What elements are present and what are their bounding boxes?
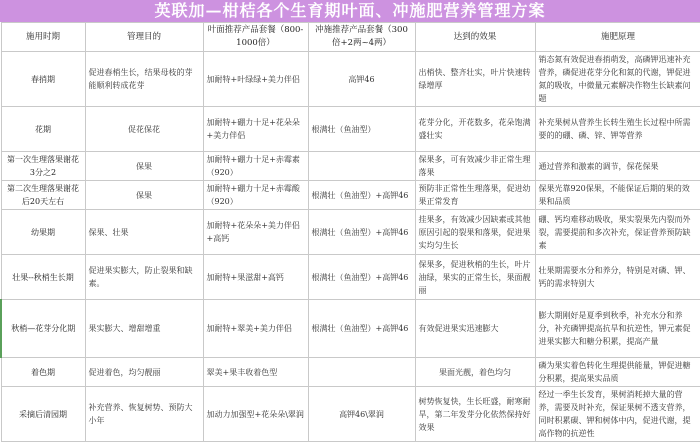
- flush-cell: [308, 152, 415, 181]
- flush-cell: 根满壮（鱼油型）+高钾46: [308, 300, 415, 358]
- header-goal: 管理目的: [85, 23, 203, 52]
- effect-cell: 有效促进果实迅速膨大: [415, 300, 535, 358]
- foliar-cell: 加耐特+硼力十足+赤霉素（920）: [203, 152, 308, 181]
- table-row: [1, 52, 700, 107]
- foliar-cell: 加耐特+翠美+美力伴侣: [203, 300, 308, 358]
- table-row: [1, 107, 700, 152]
- principle-cell: 保果光靠920保果，不能保证后期的果的效果和品质: [535, 181, 700, 210]
- table-row: [1, 181, 700, 210]
- flush-cell: [308, 358, 415, 387]
- foliar-cell: 加动力加强型+花朵朵\翠润: [203, 387, 308, 442]
- effect-cell: 挂果多，有效减少因缺素或其他原因引起的裂果和落果，促进果实均匀生长: [415, 210, 535, 255]
- period-cell: 壮果--秋梢生长期: [1, 255, 85, 300]
- header-principle: 施肥原理: [535, 23, 700, 52]
- flush-cell: 高钾46\翠润: [308, 387, 415, 442]
- table-row: [1, 255, 700, 300]
- goal-cell: 保果: [85, 152, 203, 181]
- period-cell: 采摘后清园期: [1, 387, 85, 442]
- principle-cell: 销态氮有效促进春捎萌发，高磷钾迅速补充营养，磷促进花芽分化和氮的代谢，钾促进氮的吸收，中微量元素解决作物生长缺素问题: [535, 52, 700, 107]
- effect-cell: 树势恢复快，生长旺盛，耐寒耐旱，第二年发芽分化依然保持好效果: [415, 387, 535, 442]
- principle-cell: 经过一季生长发育，果树消耗掉大量的营养，需要及时补充，保证果树不透支营养，同时积累碳、钾和树体中内，促进代谢，提高作物的抗逆性: [535, 387, 700, 442]
- foliar-cell: 加耐特+硼力十足+赤霉酸（920）: [203, 181, 308, 210]
- nutrition-plan-table: [0, 22, 700, 442]
- effect-cell: 保果多，可有效减少非正常生理落果: [415, 152, 535, 181]
- table-row: [1, 152, 700, 181]
- table-row: [1, 387, 700, 442]
- table-row: [1, 210, 700, 255]
- header-row: [1, 23, 700, 52]
- effect-cell: 预防非正常性生理落果，促进幼果正常发育: [415, 181, 535, 210]
- header-flush: 冲施推荐产品套餐（300倍+2两~4两）: [308, 23, 415, 52]
- period-cell: 花期: [1, 107, 85, 152]
- principle-cell: 通过营养和激素的调节，保花保果: [535, 152, 700, 181]
- effect-cell: 保果多，促进秋梢的生长，叶片油绿，果实的正常生长，果面靓丽: [415, 255, 535, 300]
- principle-cell: 磷为果实着色转化生理提供能量，钾促进糖分积累，提高果实品质: [535, 358, 700, 387]
- table-row: [1, 300, 700, 358]
- effect-cell: 出梢快、整齐壮实，叶片快速转绿增厚: [415, 52, 535, 107]
- foliar-cell: 加耐特+叶绿绿+美力伴侣: [203, 52, 308, 107]
- foliar-cell: 加耐特+硼力十足+花朵朵+美力伴侣: [203, 107, 308, 152]
- goal-cell: 促进着色，均匀靓丽: [85, 358, 203, 387]
- flush-cell: 根满壮（鱼油型）+高钾46: [308, 181, 415, 210]
- foliar-cell: 加耐特+花朵朵+美力伴侣+高钙: [203, 210, 308, 255]
- period-cell: 春捎期: [1, 52, 85, 107]
- foliar-cell: 加耐特+果滋甜+高钙: [203, 255, 308, 300]
- header-foliar: 叶面推荐产品套餐（800-1000倍）: [203, 23, 308, 52]
- flush-cell: 根满壮（鱼油型）+高钾46: [308, 255, 415, 300]
- effect-cell: 花芽分化，开花数多，花朵饱满盛壮实: [415, 107, 535, 152]
- flush-cell: 根满壮（鱼油型）: [308, 107, 415, 152]
- flush-cell: 根满壮（鱼油型）+高钾46: [308, 210, 415, 255]
- principle-cell: 硼、钙均难移动吸收，果实裂果先内裂而外裂，需要提前和多次补充，保证营养预防缺素: [535, 210, 700, 255]
- header-effect: 达到的效果: [415, 23, 535, 52]
- period-cell: 秋梢—花芽分化期: [1, 300, 85, 358]
- goal-cell: 促花保花: [85, 107, 203, 152]
- goal-cell: 果实膨大、增甜增重: [85, 300, 203, 358]
- period-cell: 第一次生理落果谢花3分之2: [1, 152, 85, 181]
- principle-cell: 壮果期需要水分和养分，特别是对磷、钾、钙的需求特别大: [535, 255, 700, 300]
- effect-cell: 果面光靓，着色均匀: [415, 358, 535, 387]
- principle-cell: 膨大期刚好是夏季到秋季，补充水分和养分，补充磷钾提高抗旱和抗逆性，钾元素促进果实膨大和糖分积累，提高产量: [535, 300, 700, 358]
- header-period: 施用时期: [1, 23, 85, 52]
- period-cell: 着色期: [1, 358, 85, 387]
- page-title: 英联加—柑桔各个生育期叶面、冲施肥营养管理方案: [0, 0, 700, 22]
- goal-cell: 促进春梢生长，结果母枝的芽能顺利转成花芽: [85, 52, 203, 107]
- table-row: [1, 358, 700, 387]
- principle-cell: 补充果树从营养生长转生殖生长过程中所需要的的硼、磷、锌、钾等营养: [535, 107, 700, 152]
- period-cell: 幼果期: [1, 210, 85, 255]
- period-cell: 第二次生理落果谢花后20天左右: [1, 181, 85, 210]
- goal-cell: 促进果实膨大，防止裂果和缺素。: [85, 255, 203, 300]
- flush-cell: 高钾46: [308, 52, 415, 107]
- goal-cell: 保果、壮果: [85, 210, 203, 255]
- goal-cell: 补充营养、恢复树势、预防大小年: [85, 387, 203, 442]
- goal-cell: 保果: [85, 181, 203, 210]
- foliar-cell: 翠美+果丰收着色型: [203, 358, 308, 387]
